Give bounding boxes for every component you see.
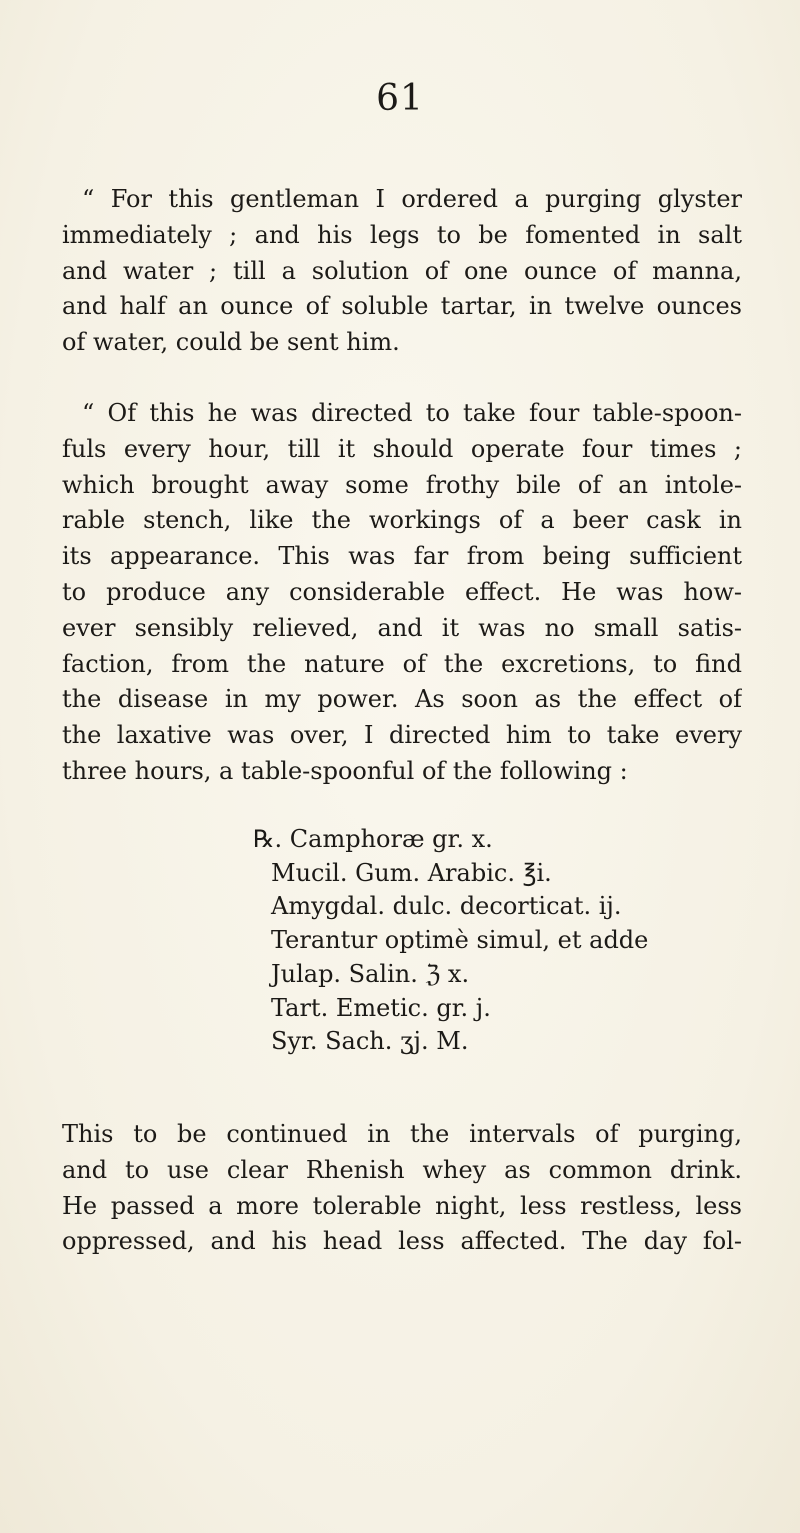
prescription-line: Syr. Sach. ʒj. M. xyxy=(271,1027,469,1056)
paragraph xyxy=(62,182,742,361)
text-line: “ Of this he was directed to take four table-spoon- xyxy=(82,399,742,427)
text-line: which brought away some frothy bile of an intole- xyxy=(62,470,742,499)
text-line: He passed a more tolerable night, less restless, less xyxy=(62,1191,742,1220)
text-line: “ For this gentleman I ordered a purging glyster xyxy=(82,185,742,213)
prescription-line: Terantur optimè simul, et adde xyxy=(271,926,649,955)
text-line: fuls every hour, till it should operate four times ; xyxy=(62,434,742,463)
text-line: of water, could be sent him. xyxy=(62,328,400,357)
paragraph xyxy=(62,1117,742,1260)
text-line: and to use clear Rhenish whey as common drink. xyxy=(62,1155,742,1184)
prescription xyxy=(253,823,648,1059)
prescription-line: Julap. Salin. ℨ x. xyxy=(271,959,470,988)
paragraph xyxy=(62,396,742,790)
text-line: This to be continued in the intervals of purging, xyxy=(62,1120,742,1148)
text-line: to produce any considerable effect. He was how- xyxy=(62,577,742,606)
prescription-line: Amygdal. dulc. decorticat. ij. xyxy=(271,892,622,921)
text-line: oppressed, and his head less affected. The day fol- xyxy=(62,1227,742,1256)
text-line: rable stench, like the workings of a beer cask in xyxy=(62,506,742,535)
text-line: immediately ; and his legs to be fomented in salt xyxy=(62,220,742,249)
text-line: its appearance. This was far from being sufficient xyxy=(62,542,742,571)
text-line: and half an ounce of soluble tartar, in twelve ounces xyxy=(62,292,742,321)
prescription-line: Mucil. Gum. Arabic. ℥i. xyxy=(271,858,552,887)
text-line: the disease in my power. As soon as the effect of xyxy=(62,685,742,714)
text-line: faction, from the nature of the excretions, to find xyxy=(62,649,742,678)
page-number: 61 xyxy=(376,78,424,119)
prescription-line: Tart. Emetic. gr. j. xyxy=(271,993,491,1022)
text-line: three hours, a table-spoonful of the following : xyxy=(62,756,628,785)
prescription-line: ℞. Camphoræ gr. x. xyxy=(253,825,493,853)
text-line: the laxative was over, I directed him to take every xyxy=(62,721,742,750)
text-line: ever sensibly relieved, and it was no small satis- xyxy=(62,613,742,642)
text-line: and water ; till a solution of one ounce of manna, xyxy=(62,256,742,285)
